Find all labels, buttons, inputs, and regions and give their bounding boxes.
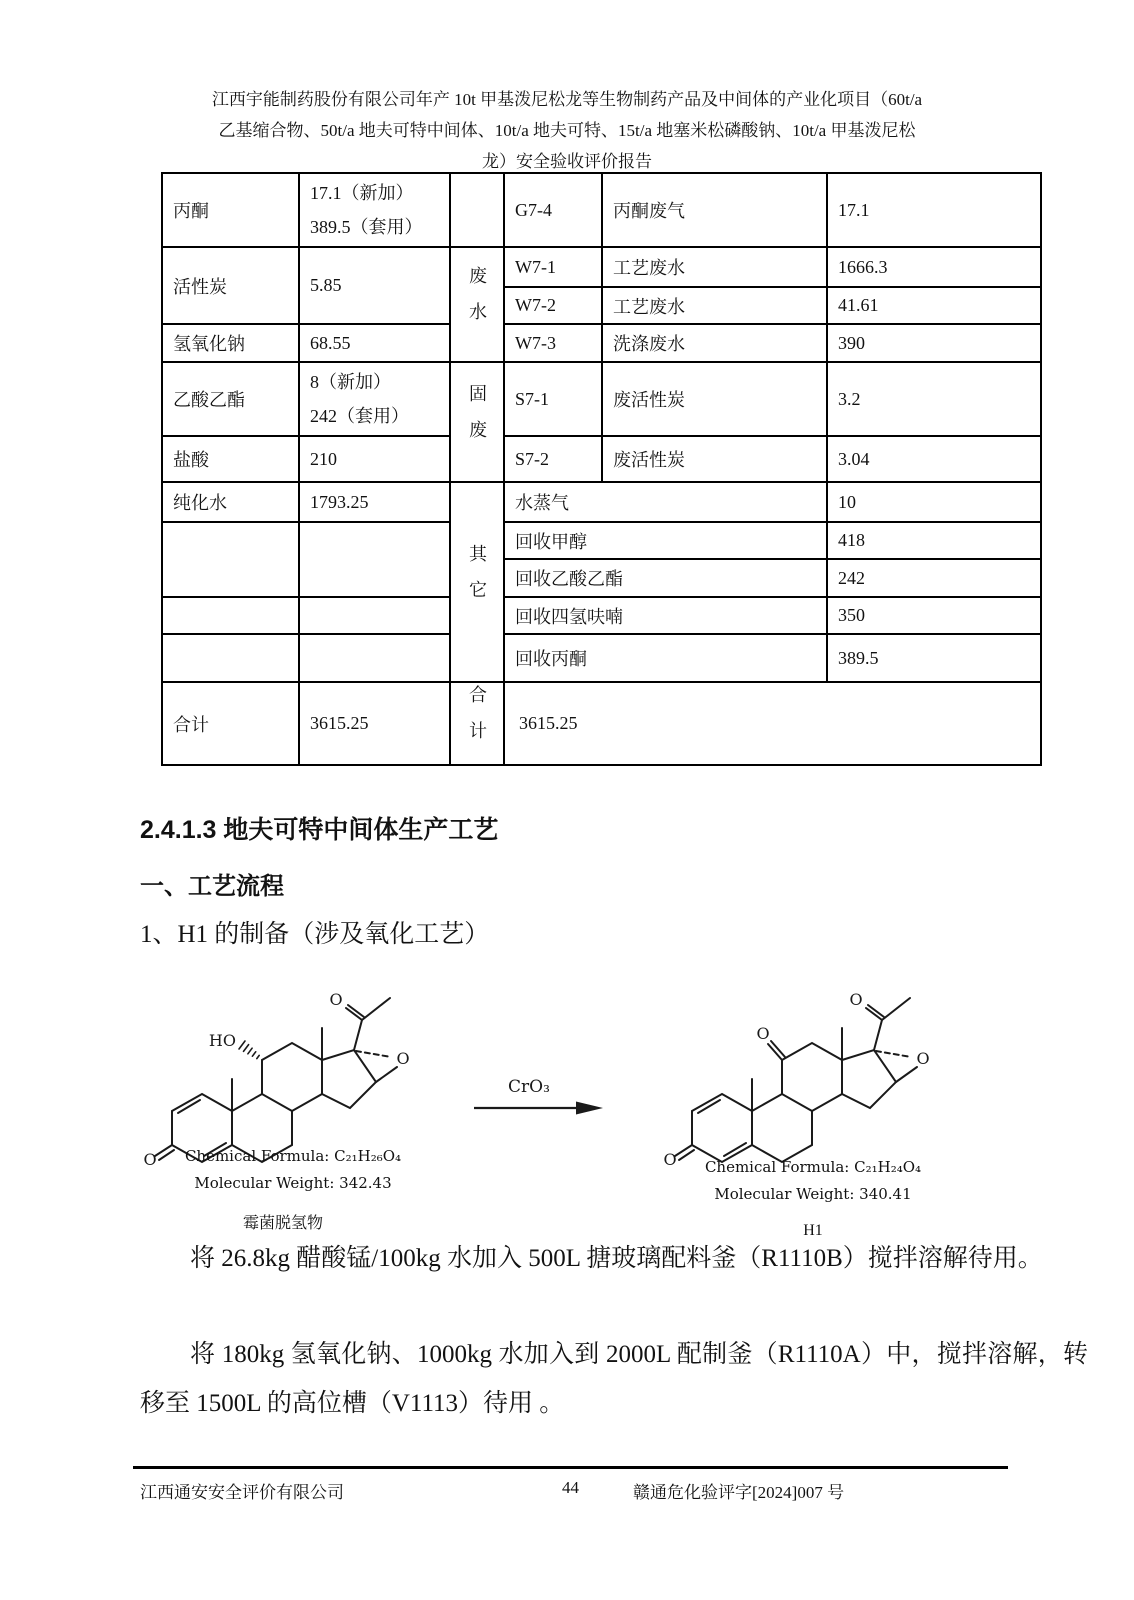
- cell-material-carbon-value: 5.85: [299, 247, 450, 324]
- reactant-name: 霉菌脱氢物: [242, 1215, 323, 1232]
- process-paragraph-1: 将 26.8kg 醋酸锰/100kg 水加入 500L 搪玻璃配料釜（R1110B）搅拌溶解待用。: [190, 1245, 1043, 1272]
- cell-material-ethyl-acetate: 乙酸乙酯: [162, 362, 299, 436]
- hydroxyl-label: HO: [208, 1031, 236, 1050]
- footer-company: 江西通安安全评价有限公司: [140, 1483, 344, 1502]
- table-row: [162, 247, 1041, 287]
- wastewater-label: 废水: [467, 266, 487, 338]
- cell-output-value-thf: 350: [827, 597, 1041, 634]
- cell-output-value-w71: 1666.3: [827, 247, 1041, 287]
- cell-output-value-s72: 3.04: [827, 436, 1041, 482]
- report-title-header: [92, 84, 1042, 177]
- cell-output-code-s72: S7-2: [504, 436, 602, 482]
- cell-total-label: 合计: [162, 682, 299, 765]
- cell-output-value-w73: 390: [827, 324, 1041, 362]
- cell-output-name-s72: 废活性炭: [602, 436, 827, 482]
- cell-material-ethyl-acetate-value: [299, 362, 450, 436]
- cell-material-empty-value: [299, 597, 450, 634]
- atom-label-o-11keto: O: [756, 1024, 770, 1043]
- header-line-3: 龙）安全验收评价报告: [482, 152, 652, 171]
- cell-output-name-w73: 洗涤废水: [602, 324, 827, 362]
- steroid-structure-product: [660, 968, 960, 1183]
- cell-output-name-recovered-acetone: 回收丙酮: [504, 634, 827, 682]
- table-row: [162, 173, 1041, 247]
- cell-material-empty-value: [299, 522, 450, 597]
- cell-total-value-left: 3615.25: [299, 682, 450, 765]
- table-row: [162, 682, 1041, 765]
- atom-label-o: O: [329, 990, 343, 1009]
- process-paragraph-2: 将 180kg 氢氧化钠、1000kg 水加入到 2000L 配制釜（R1110A）中，搅拌溶解，转移至 1500L 的高位槽（V1113）待用 。: [140, 1341, 1088, 1417]
- cell-output-value-steam: 10: [827, 482, 1041, 522]
- bond-lines: [675, 998, 917, 1162]
- cell-output-name-g74: 丙酮废气: [602, 173, 827, 247]
- atom-label-o: O: [143, 1150, 157, 1169]
- cell-output-code-w72: W7-2: [504, 287, 602, 324]
- table-row: [162, 482, 1041, 522]
- total-label-vertical: 合计: [467, 685, 487, 757]
- cell-category-solid-waste: [450, 362, 504, 482]
- cell-output-name-recovered-ethyl-acetate: 回收乙酸乙酯: [504, 559, 827, 597]
- footer-divider: [133, 1466, 1008, 1469]
- table-row: [162, 634, 1041, 682]
- ethyl-acetate-value-reused: 242（套用）: [310, 406, 409, 426]
- step-heading: 1、H1 的制备（涉及氧化工艺）: [140, 921, 490, 948]
- cell-output-code-g74: G7-4: [504, 173, 602, 247]
- cell-material-carbon: 活性炭: [162, 247, 299, 324]
- table-row: [162, 597, 1041, 634]
- cell-material-hcl: 盐酸: [162, 436, 299, 482]
- acetone-value-new: 17.1（新加）: [310, 183, 414, 203]
- cell-total-value-right: 3615.25: [504, 682, 1041, 765]
- cell-output-name-w72: 工艺废水: [602, 287, 827, 324]
- cell-output-value-recovered-ethyl-acetate: 242: [827, 559, 1041, 597]
- cell-output-value-s71: 3.2: [827, 362, 1041, 436]
- cell-material-acetone-value: [299, 173, 450, 247]
- cell-material-empty-value: [299, 634, 450, 682]
- cell-material-acetone: 丙酮: [162, 173, 299, 247]
- cell-material-empty: [162, 597, 299, 634]
- atom-label-o: O: [396, 1049, 410, 1068]
- table-row: [162, 362, 1041, 436]
- cell-material-purified-water-value: 1793.25: [299, 482, 450, 522]
- footer-page-number: 44: [562, 1478, 579, 1497]
- table-row: [162, 436, 1041, 482]
- cell-output-name-steam: 水蒸气: [504, 482, 827, 522]
- reagent-label: CrO₃: [508, 1077, 550, 1097]
- cell-output-code-s71: S7-1: [504, 362, 602, 436]
- cell-output-value-w72: 41.61: [827, 287, 1041, 324]
- cell-material-purified-water: 纯化水: [162, 482, 299, 522]
- atom-label-o: O: [916, 1049, 930, 1068]
- footer-doc-number: 赣通危化验评字[2024]007 号: [633, 1483, 845, 1502]
- reactant-formula: Chemical Formula: C₂₁H₂₆O₄: [184, 1147, 402, 1165]
- cell-output-name-w71: 工艺废水: [602, 247, 827, 287]
- subsection-heading: 一、工艺流程: [140, 873, 284, 900]
- product-mw: Molecular Weight: 340.41: [714, 1185, 912, 1203]
- cell-material-empty: [162, 522, 299, 597]
- other-label: 其它: [467, 543, 487, 616]
- arrow-head: [576, 1102, 603, 1115]
- table-row: [162, 324, 1041, 362]
- header-line-1: 江西宇能制药股份有限公司年产 10t 甲基泼尼松龙等生物制药产品及中间体的产业化项目（60t/a: [211, 90, 923, 109]
- cell-category-other: [450, 482, 504, 682]
- cell-category-total: [450, 682, 504, 765]
- material-balance-table: [161, 172, 1042, 766]
- cell-output-code-w71: W7-1: [504, 247, 602, 287]
- cell-output-name-thf: 回收四氢呋喃: [504, 597, 827, 634]
- hash-wedge-bond: [239, 1041, 259, 1059]
- solid-waste-label: 固废: [467, 383, 487, 456]
- header-line-2: 乙基缩合物、50t/a 地夫可特中间体、10t/a 地夫可特、15t/a 地塞米松磷酸钠、10t/a 甲基泼尼松: [218, 121, 916, 140]
- atom-label-o: O: [663, 1150, 677, 1169]
- cell-material-empty: [162, 634, 299, 682]
- atom-label-o: O: [849, 990, 863, 1009]
- cell-category-blank: [450, 173, 504, 247]
- table-row: [162, 522, 1041, 559]
- cell-material-hcl-value: 210: [299, 436, 450, 482]
- cell-output-value-g74: 17.1: [827, 173, 1041, 247]
- cell-category-wastewater: [450, 247, 504, 362]
- cell-output-name-methanol: 回收甲醇: [504, 522, 827, 559]
- acetone-value-reused: 389.5（套用）: [310, 217, 423, 237]
- cell-output-value-methanol: 418: [827, 522, 1041, 559]
- cell-output-value-recovered-acetone: 389.5: [827, 634, 1041, 682]
- bond-lines: [155, 998, 397, 1162]
- cell-material-naoh-value: 68.55: [299, 324, 450, 362]
- section-heading: 2.4.1.3 地夫可特中间体生产工艺: [140, 816, 499, 844]
- product-formula: Chemical Formula: C₂₁H₂₄O₄: [704, 1158, 922, 1176]
- ethyl-acetate-value-new: 8（新加）: [310, 372, 391, 392]
- product-name: H1: [803, 1222, 823, 1239]
- reactant-mw: Molecular Weight: 342.43: [194, 1174, 392, 1192]
- cell-material-naoh: 氢氧化钠: [162, 324, 299, 362]
- cell-output-name-s71: 废活性炭: [602, 362, 827, 436]
- cell-output-code-w73: W7-3: [504, 324, 602, 362]
- reaction-arrow: [472, 1075, 607, 1120]
